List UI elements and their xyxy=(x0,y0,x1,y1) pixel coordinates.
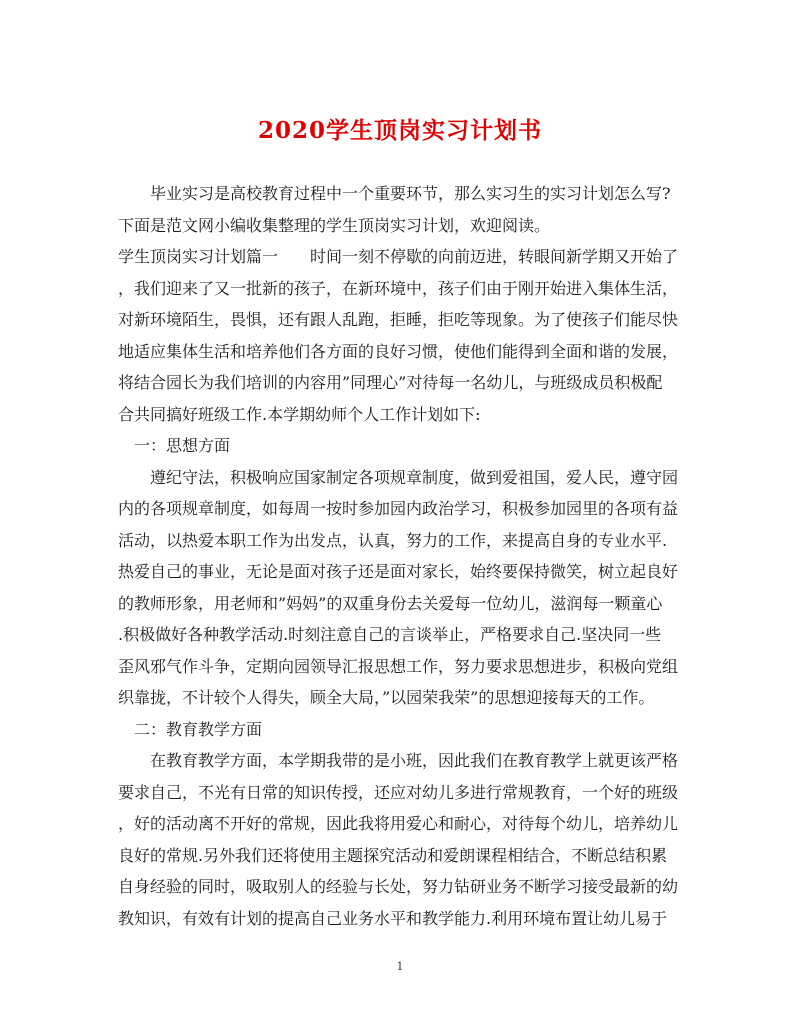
text-line: 热爱自己的事业，无论是面对孩子还是面对家长，始终要保持微笑，树立起良好 xyxy=(118,562,679,581)
text-line: 内的各项规章制度，如每周一按时参加园内政治学习，积极参加园里的各项有益 xyxy=(118,499,679,518)
text-line: ，我们迎来了又一批新的孩子，在新环境中，孩子们由于刚开始进入集体生活， xyxy=(118,278,679,298)
section-heading: 二：教育教学方面 xyxy=(134,719,263,739)
text-line: 学生顶岗实习计划篇一 时间一刻不停歇的向前迈进，转眼间新学期又开始了 xyxy=(118,247,679,266)
document-title: 2020学生顶岗实习计划书 xyxy=(257,117,542,144)
text-line: .积极做好各种教学活动.时刻注意自己的言谈举止，严格要求自己.坚决同一些 xyxy=(118,625,662,644)
text-line: 织靠拢，不计较个人得失，顾全大局，”以园荣我荣”的思想迎接每天的工作。 xyxy=(118,688,655,707)
text-line: 遵纪守法，积极响应国家制定各项规章制度，做到爱祖国，爱人民，遵守园 xyxy=(150,467,679,487)
text-line: 自身经验的同时，吸取别人的经验与长处，努力钻研业务不断学习接受最新的幼 xyxy=(118,877,679,896)
text-line: 教知识，有效有计划的提高自己业务水平和教学能力.利用环境布置让幼儿易于 xyxy=(118,908,668,928)
text-line: 对新环境陌生，畏惧，还有跟人乱跑，拒睡，拒吃等现象。为了使孩子们能尽快 xyxy=(118,310,679,329)
text-line: 下面是范文网小编收集整理的学生顶岗实习计划，欢迎阅读。 xyxy=(118,215,551,235)
text-line: 歪风邪气作斗争，定期向园领导汇报思想工作，努力要求思想进步，积极向党组 xyxy=(118,656,679,676)
text-line: 合共同搞好班级工作.本学期幼师个人工作计划如下: xyxy=(118,404,481,424)
text-line: 良好的常规.另外我们还将使用主题探究活动和爱朗课程相结合，不断总结积累 xyxy=(118,845,668,865)
text-line: 的教师形象，用老师和”妈妈”的双重身份去关爱每一位幼儿，滋润每一颗童心 xyxy=(118,593,663,613)
text-line: 地适应集体生活和培养他们各方面的良好习惯，使他们能得到全面和谐的发展， xyxy=(118,341,679,361)
document-body xyxy=(118,178,686,934)
section-heading: 一：思想方面 xyxy=(134,436,231,455)
text-line: 将结合园长为我们培训的内容用”同理心”对待每一名幼儿，与班级成员积极配 xyxy=(118,373,663,392)
text-line: 毕业实习是高校教育过程中一个重要环节，那么实习生的实习计划怎么写? xyxy=(150,184,671,203)
text-line: 要求自己，不光有日常的知识传授，还应对幼儿多进行常规教育，一个好的班级 xyxy=(118,782,679,802)
text-line: 活动，以热爱本职工作为出发点，认真，努力的工作，来提高自身的专业水平. xyxy=(118,530,668,550)
page-number: 1 xyxy=(396,960,404,973)
text-line: 在教育教学方面，本学期我带的是小班，因此我们在教育教学上就更该严格 xyxy=(150,751,679,770)
text-line: ，好的活动离不开好的常规，因此我将用爱心和耐心，对待每个幼儿，培养幼儿 xyxy=(118,814,679,833)
